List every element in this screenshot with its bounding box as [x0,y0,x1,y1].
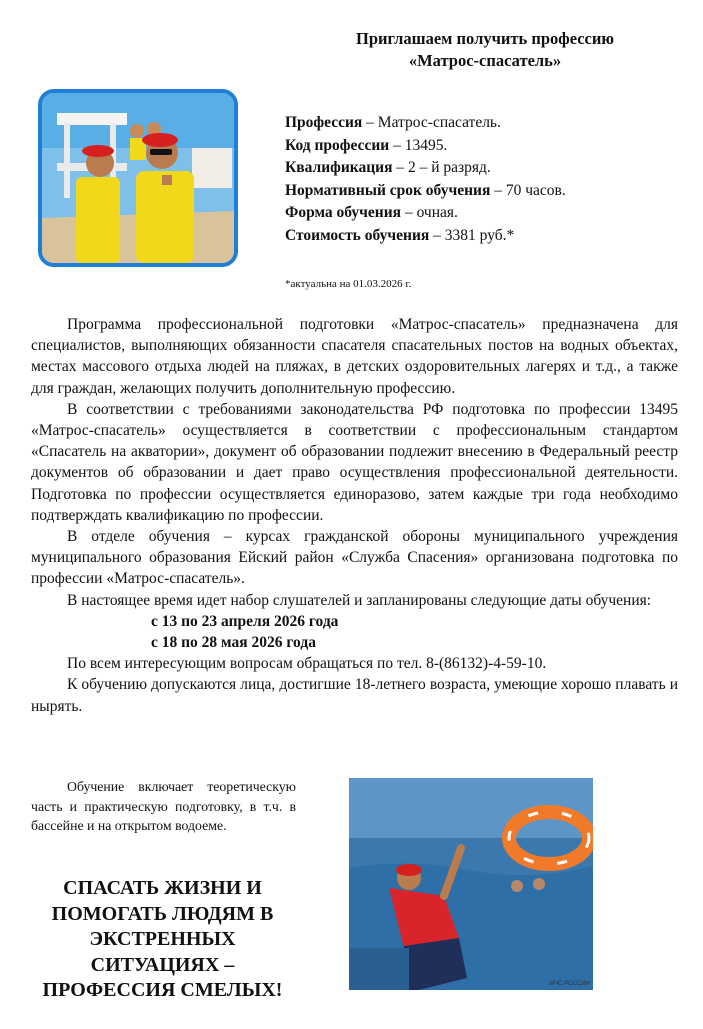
slogan-line-4: СИТУАЦИЯХ – [90,953,235,976]
profession-label: Профессия [285,114,363,131]
info-profession [285,112,585,135]
info-code [285,135,585,158]
main-text [31,314,678,717]
slogan-line-2: ПОМОГАТЬ ЛЮДЯМ В [51,902,274,925]
rescue-illustration [349,778,593,990]
paragraph-enrollment: В настоящее время идет набор слушателей и запланированы следующие даты обучения: [67,591,652,609]
term-value: – 70 часов. [490,181,566,199]
page-title [300,28,670,72]
education-paragraph: Обучение включает теоретическую часть и практическую подготовку, в т.ч. в бассейне и на открытом водоеме. [31,779,296,833]
profession-info [285,112,585,247]
lifeguards-illustration [42,93,234,263]
info-term [285,180,570,203]
qualification-label: Квалификация [285,159,393,176]
slogan-line-5: ПРОФЕССИЯ СМЕЛЫХ! [42,979,283,1001]
rescue-photo [349,778,593,990]
cost-label: Стоимость обучения [285,226,430,244]
profession-value: – Матрос-спасатель. [362,114,501,131]
info-qualification [285,157,585,180]
code-label: Код профессии [285,136,390,154]
photo-watermark: МЧС РОССИИ [549,981,590,987]
info-form [285,202,585,225]
paragraph-law: В соответствии с требованиями законодательства РФ подготовка по профессии 13495 «Матрос-спасатель» осуществляется в соответствии с профессиональным стандартом «Спасатель на акватории», документ об образовании подлежит внесению в Федеральный реестр документов об образовании и дает право осуществления профессиональной деятельности. Подготовка по профессии осуществляется единоразово, затем каждые три года необходимо подтверждать квалификацию по профессии. [31,400,678,524]
title-line-2: «Матрос-спасатель» [408,51,562,70]
paragraph-requirements: К обучению допускаются лица, достигшие 18-летнего возраста, умеющие хорошо плавать и нырять. [31,676,678,715]
slogan-line-3: ЭКСТРЕННЫХ [89,928,236,950]
paragraph-contacts: По всем интересующим вопросам обращаться по тел. 8-(86132)-4-59-10. [67,655,547,673]
form-value: – очная. [401,204,458,221]
lifeguards-photo [38,89,238,267]
term-label: Нормативный срок обучения [285,181,491,199]
slogan-line-1: СПАСАТЬ ЖИЗНИ И [63,877,262,899]
qualification-value: – 2 – й разряд. [392,159,491,176]
cost-value: – 3381 руб.* [429,226,515,244]
slogan [20,876,305,1004]
date-2: с 18 по 28 мая 2026 года [151,634,316,652]
paragraph-department: В отделе обучения – курсах гражданской обороны муниципального учреждения муниципального образования Ейский район «Служба Спасения» организована подготовка по профессии «Матрос-спасатель». [31,528,678,588]
education-text [31,777,296,836]
info-cost [285,225,585,248]
paragraph-program: Программа профессиональной подготовки «Матрос-спасатель» предназначена для специалистов, выполняющих обязанности спасателя спасательных постов на водных объектах, местах массового отдыха людей на пляжах, в детских оздоровительных лагерях и т.д., а также для граждан, желающих получить дополнительную профессию. [31,316,678,397]
code-value: – 13495. [389,136,448,154]
form-label: Форма обучения [285,204,402,221]
price-note: *актуальна на 01.03.2026 г. [285,278,412,290]
date-1: с 13 по 23 апреля 2026 года [151,612,339,630]
title-line-1: Приглашаем получить профессию [356,29,614,48]
